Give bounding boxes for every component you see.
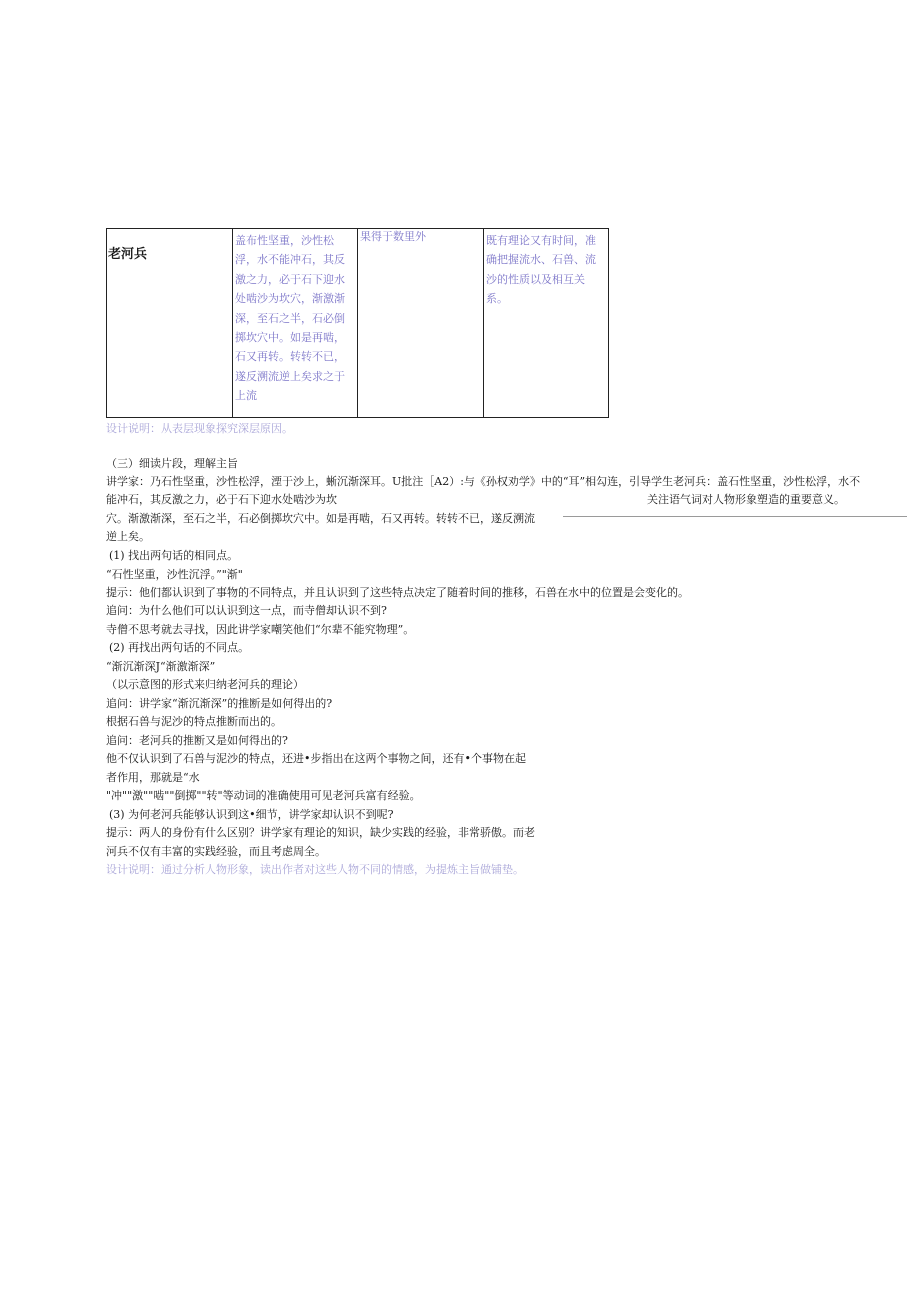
hint-line: 提示：他们都认识到了事物的不同特点，并且认识到了这些特点决定了随着时间的推移，石兽在水中的位置是会变化的。 [106, 586, 689, 599]
table-cell-analysis [484, 229, 608, 417]
answer-line: 寺僧不思考就去寻找，因此讲学家嘲笑他们“尔辈不能究物理”。 [106, 623, 415, 636]
cell-quote-text: 盖布性坚重，沙性松浮，水不能冲石，其反激之力，必于石下迎水处啮沙为坎穴，渐激渐深，至石之半，石必倒掷坎穴中。如是再啮，石又再转。转转不已，遂反溯流逆上矣求之于上流 [235, 234, 345, 403]
table-cell-text [233, 229, 358, 417]
answer-line: 他不仅认识到了石兽与泥沙的特点，还进•步指出在这两个事物之间，还有•个事物在起 [106, 752, 526, 765]
answer-line: 根据石兽与泥沙的特点推断而出的。 [106, 715, 282, 728]
comment-note: 关注语气词对人物形象塑造的重要意义。 [647, 493, 845, 506]
row-label: 老河兵 [108, 247, 148, 262]
table-row-label-cell [107, 229, 233, 417]
paragraph-line: 逆上矣。 [106, 530, 150, 543]
quote-line: “渐沉渐深J“渐激渐深” [106, 660, 216, 673]
paragraph-line: 讲学家：乃石性坚重，沙性松浮，湮于沙上，蜥沉渐深耳。U批注［A2）:与《孙权劝学》中的“耳”相勾连，引导学生老河兵：盖石性坚重，沙性松浮，水不 [106, 475, 861, 488]
design-note: 设计说明：通过分析人物形象，读出作者对这些人物不同的情感，为提炼主旨做铺垫。 [106, 863, 524, 876]
quote-line: “石性坚重，沙性沉浮。”"渐" [106, 568, 243, 581]
follow-up-question: 追问：讲学家“渐沉渐深”的推断是如何得出的? [106, 697, 333, 710]
follow-up-question: 追问：为什么他们可以认识到这一点，而寺僧却认识不到? [106, 604, 387, 617]
paragraph-line: 穴。渐激渐深，至石之半，石必倒掷坎穴中。如是再啮，石又再转。转转不已，遂反溯流 [106, 512, 535, 525]
answer-line: 者作用，那就是“水 [106, 771, 200, 784]
cell-result-text: 果得于数里外 [360, 230, 426, 243]
paragraph-line: 能冲石，其反激之力，必于石下迎水处啮沙为坎 [106, 493, 337, 506]
analysis-table [106, 228, 609, 418]
paren-note: （以示意图的形式来归纳老河兵的理论） [106, 678, 304, 691]
table-cell-result [358, 229, 484, 417]
section-title: （三）细读片段，理解主旨 [106, 457, 238, 470]
follow-up-question: 追问：老河兵的推断又是如何得出的? [106, 734, 288, 747]
cell-analysis-text: 既有理论又有时间，准确把握流水、石兽、流沙的性质以及相互关系。 [486, 234, 596, 306]
design-note: 设计说明：从表层现象探究深层原因。 [106, 422, 293, 435]
question-2: (2) 再找出两句话的不同点。 [109, 641, 250, 654]
hint-line: 提示：两人的身份有什么区别？讲学家有理论的知识，缺少实践的经验，非常骄傲。而老 [106, 826, 535, 839]
question-3: (3) 为何老河兵能够认识到这•细节，讲学家却认识不到呢? [109, 808, 394, 821]
hint-line: 河兵不仅有丰富的实践经验，而且考虑周全。 [106, 845, 326, 858]
question-1: (1) 找出两句话的相同点。 [109, 549, 239, 562]
answer-line: "冲""激""啮""倒掷""转"等动词的准确使用可见老河兵富有经验。 [106, 789, 421, 802]
comment-connector-line [563, 516, 907, 517]
